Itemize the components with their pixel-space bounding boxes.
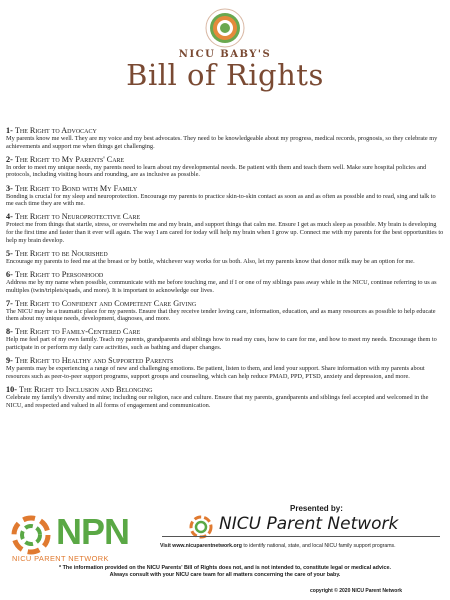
right-number: 6- xyxy=(6,269,13,279)
right-number: 5- xyxy=(6,248,13,258)
right-number: 3- xyxy=(6,183,13,193)
npn-letters: NPN xyxy=(56,511,130,552)
visit-text xyxy=(160,543,445,549)
right-item xyxy=(6,356,444,380)
network-name: NICU Parent Network xyxy=(219,514,399,534)
nicu-emblem-logo xyxy=(205,8,245,48)
right-text: My parents know me well. They are my voice and my best advocates. They need to be knowledgeable about my progress, medical records, prognosis, so they celebrate my achievements and support me when things get challenging. xyxy=(6,135,438,150)
right-number: 7- xyxy=(6,298,13,308)
visit-suffix: to identify national, state, and local NICU family support programs. xyxy=(241,543,396,549)
right-number: 9- xyxy=(6,356,13,366)
right-text: In order to meet my unique needs, my parents need to learn about my developmental needs. Be patient with them and teach them well. Make sure hospital policies and protocols, including visiting hours and rounding, are as inclusive as possible. xyxy=(6,163,427,179)
page-title: Bill of Rights xyxy=(126,58,324,92)
right-title: The Right to Personhood xyxy=(14,269,104,279)
npn-subtitle: NICU PARENT NETWORK xyxy=(12,554,109,563)
right-item xyxy=(6,155,444,179)
right-number: 4- xyxy=(6,212,13,222)
disclaimer-line: * The information provided on the NICU Parents' Bill of Rights does not, and is not intended to, constitute legal or medical advice. xyxy=(59,565,391,571)
right-title: The Right to Family-Centered Care xyxy=(14,327,141,337)
right-text: Address me by my name when possible, communicate with me before touching me, and if I or one of my siblings pass away while in the NICU, continue referring to us as multiples (twin/triplets/quads, and more). It is important to acknowledge our lives. xyxy=(6,278,437,294)
right-item xyxy=(6,249,444,266)
right-text: Celebrate my family's diversity and mine; including our religion, race and culture. Ensure that my parents, grandparents and siblings feel accepted and welcomed in the NICU, and respected and valued in all forms of engagement and communication. xyxy=(6,394,429,409)
right-number: 1- xyxy=(6,126,13,135)
right-title: The Right to be Nourished xyxy=(14,248,108,258)
right-text: Protect me from things that startle, stress, or overwhelm me and my brain, and support things that calm me. Ensure I get as much sleep as possible. My brain is developing for the first time and faster than it ever will again. The way I am cared for today will help my brain when I grow up. Connect me with my parents for the best opportunities to help my brain develop. xyxy=(6,221,444,244)
right-title: The Right to Inclusion and Belonging xyxy=(18,385,153,395)
right-title: The Right to Healthy and Supported Parents xyxy=(14,356,174,366)
right-item xyxy=(6,385,444,409)
rights-list xyxy=(6,126,444,414)
copyright: copyright © 2020 NICU Parent Network xyxy=(310,588,403,594)
npn-ring-icon xyxy=(10,514,52,556)
right-title: The Right to Bond with My Family xyxy=(14,183,138,193)
visit-link[interactable]: Visit www.nicuparentnetwork.org xyxy=(160,543,242,549)
right-title: The Right to Advocacy xyxy=(14,126,97,135)
npn-logo xyxy=(6,512,166,562)
right-item xyxy=(6,327,444,351)
right-item xyxy=(6,184,444,208)
right-text: Encourage my parents to feed me at the breast or by bottle, whichever way works for us both. Also, let my parents know that donor milk may be an option for me. xyxy=(6,257,415,265)
right-title: The Right to Confident and Competent Care Giving xyxy=(14,298,197,308)
presented-by-label: Presented by: xyxy=(290,504,343,513)
right-item xyxy=(6,299,444,323)
right-item xyxy=(6,212,444,244)
right-text: My parents may be experiencing a range of new and challenging emotions. Be patient, listen to them, and lend your support. Share information with my parents about resources such as peer-to-peer support programs, support groups and counseling, which can help reduce PMAD, PPD, PTSD, anxiety and depression, and more. xyxy=(6,365,425,380)
right-text: The NICU may be a traumatic place for my parents. Ensure that they receive tender loving care, information, education, and as many resources as possible to help educate them about my unique needs, development, diagnoses, and more. xyxy=(6,307,436,323)
right-number: 10- xyxy=(6,385,17,395)
right-text: Help me feel part of my own family. Teach my parents, grandparents and siblings how to read my cues, how to care for me, and how to meet my needs. Encourage them to participate in or perform my daily care activities, such as bathing and diaper changes. xyxy=(6,336,437,352)
disclaimer xyxy=(0,565,450,579)
right-number: 2- xyxy=(6,154,13,164)
right-item xyxy=(6,126,444,150)
right-text: Bonding is crucial for my sleep and neuroprotection. Encourage my parents to practice skin-to-skin contact as soon as and as often as possible and to read, sing and talk to me each time they are with me. xyxy=(6,192,436,208)
right-title: The Right to Neuroprotective Care xyxy=(14,212,141,222)
right-number: 8- xyxy=(6,327,13,337)
right-item xyxy=(6,270,444,294)
right-title: The Right to My Parents' Care xyxy=(14,154,125,164)
pre-title: NICU BABY'S xyxy=(178,49,272,60)
footer-divider xyxy=(162,536,440,537)
disclaimer-line: Always consult with your NICU care team for all matters concerning the care of your baby. xyxy=(109,572,341,578)
